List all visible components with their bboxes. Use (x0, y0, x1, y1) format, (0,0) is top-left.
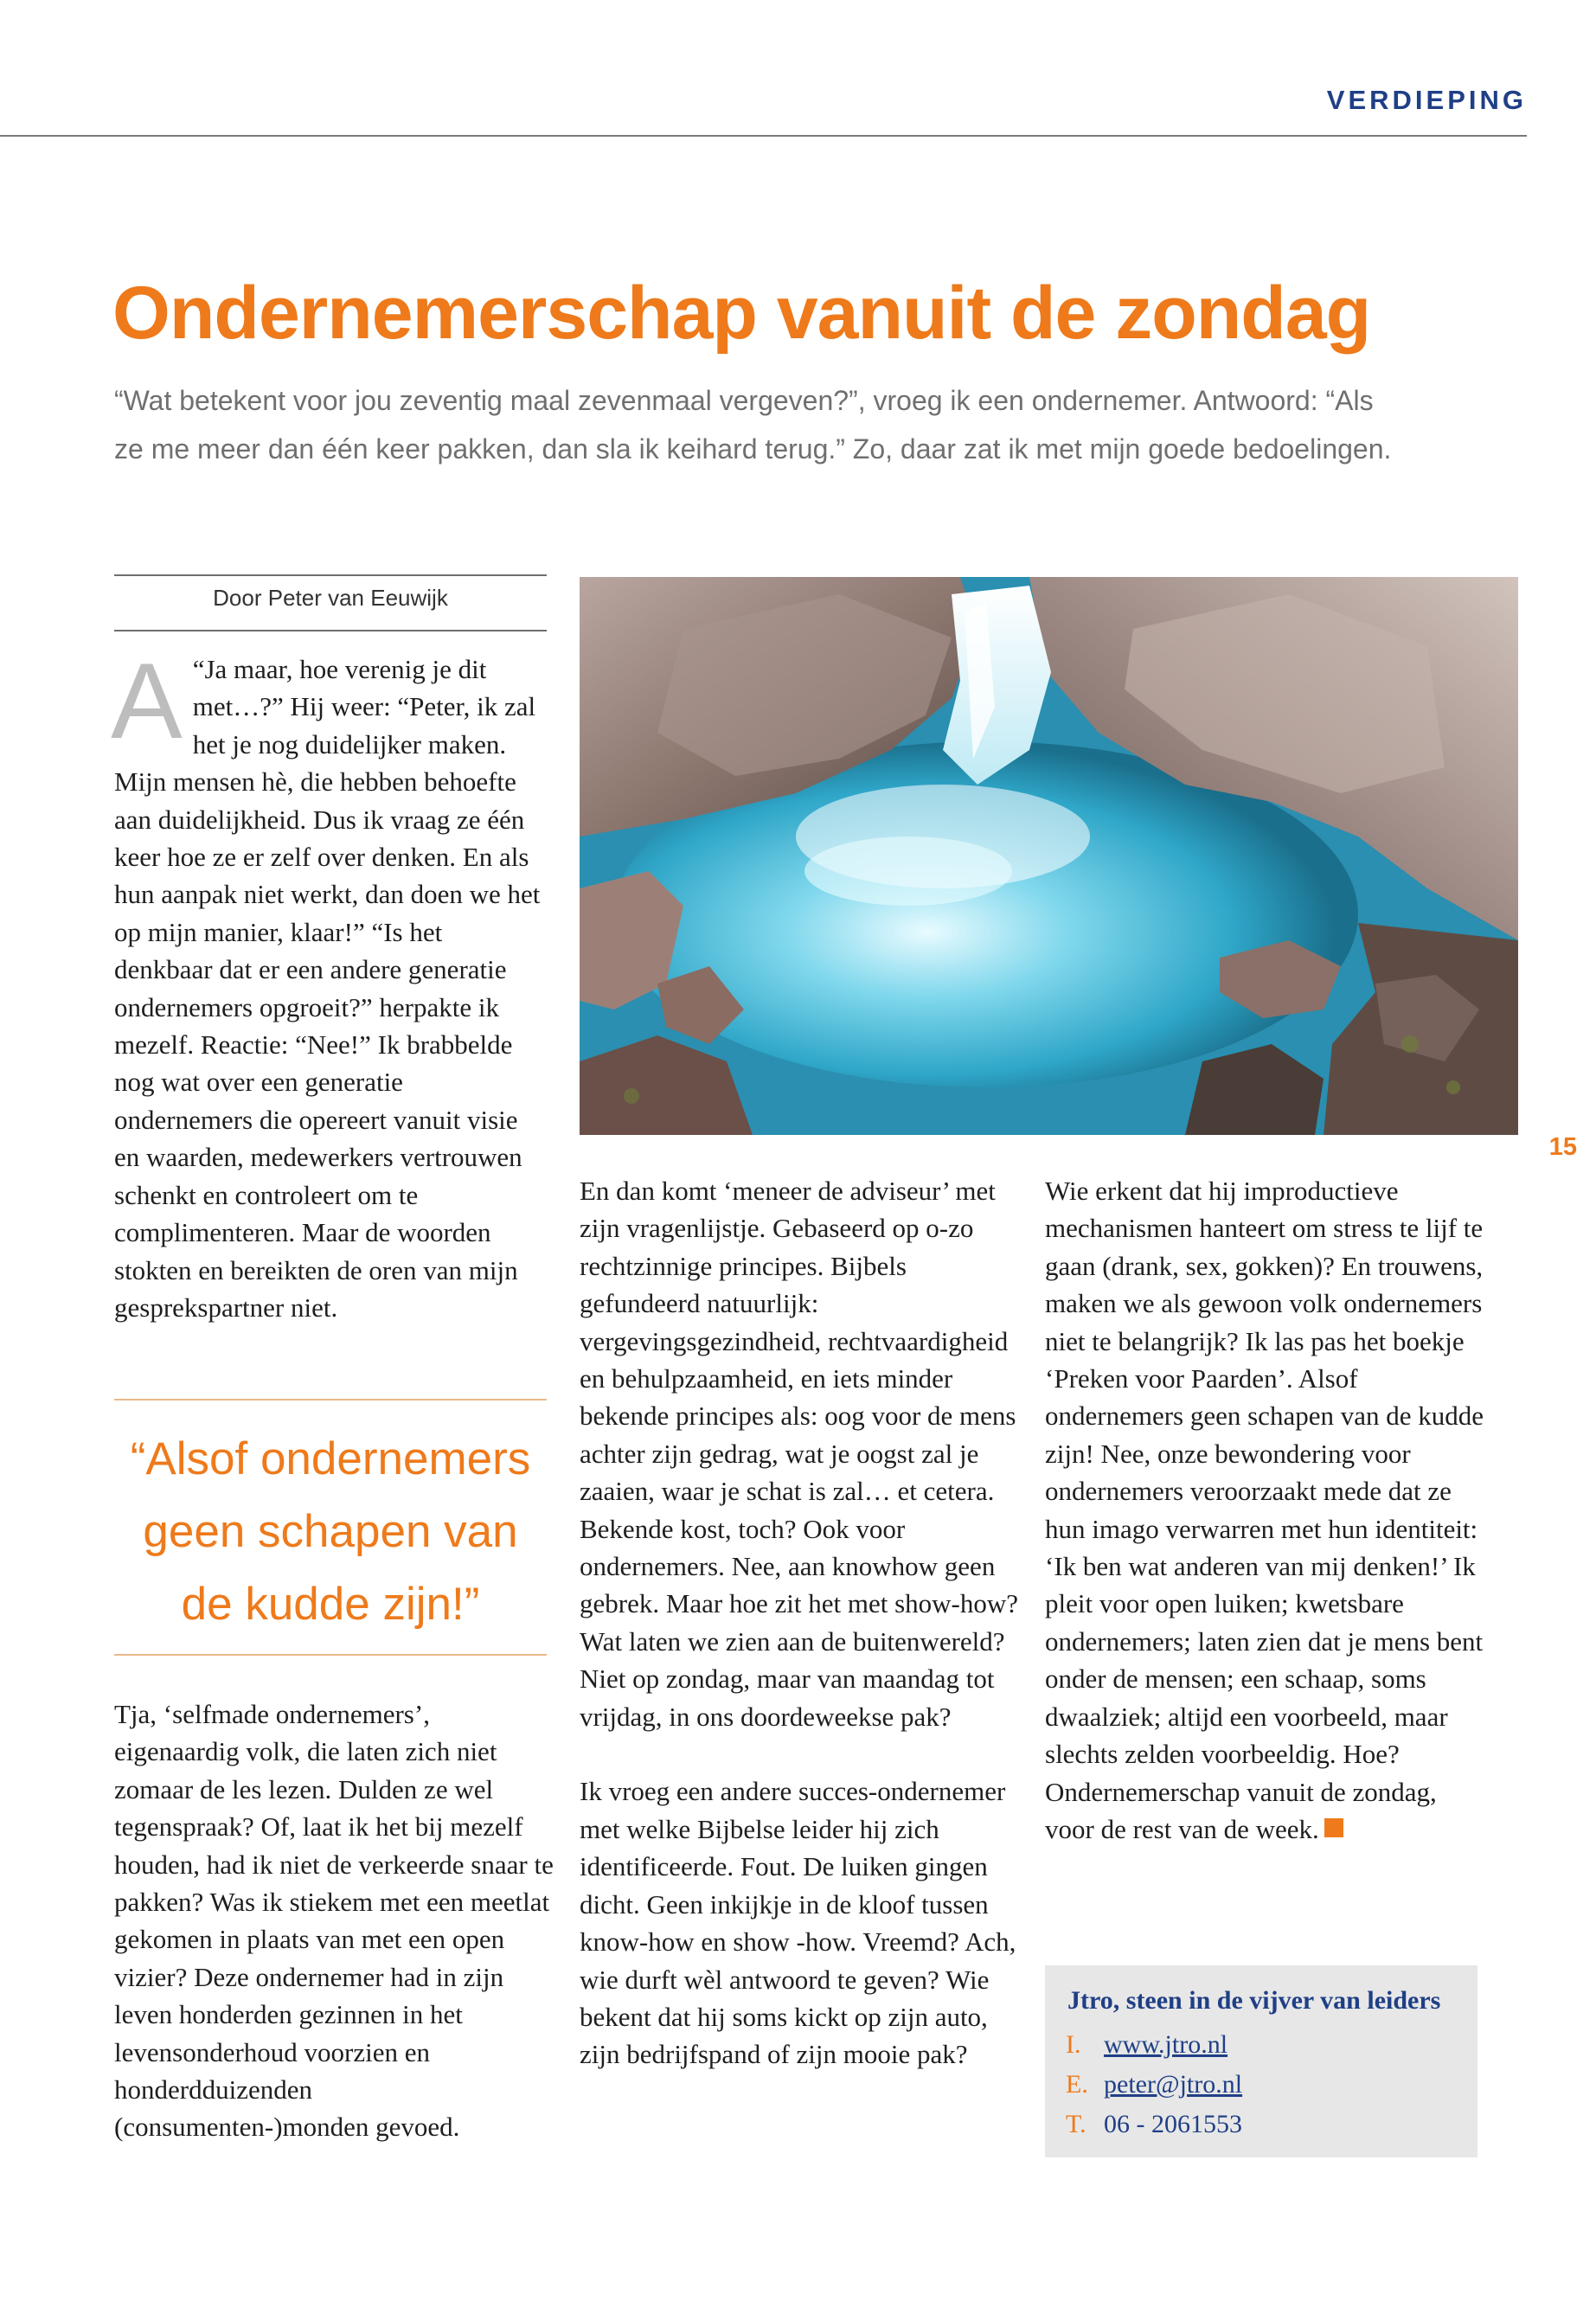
contact-web-label: I. (1066, 2030, 1081, 2059)
section-label: VERDIEPING (1326, 85, 1527, 115)
pullquote-bottom-rule (114, 1654, 547, 1656)
column-1-top (111, 642, 547, 1326)
contact-email-label: E. (1066, 2070, 1088, 2099)
pull-quote: “Alsof ondernemers geen schapen van de kudde zijn!” (130, 1433, 531, 1630)
article-intro: “Wat betekent voor jou zeventig maal zevenmaal vergeven?”, vroeg ik een ondernemer. Antwoord: “Als ze me meer dan één keer pakken, dan sla ik keihard terug.” Zo, daar zat ik met mijn goede bedoelingen. (114, 385, 1392, 465)
column-1-paragraph-1: “Ja maar, hoe verenig je dit met…?” Hij weer: “Peter, ik zal het je nog duidelijker maken. Mijn mensen hè, die hebben behoefte aan duidelijkheid. Dus ik vraag ze één keer hoe ze er zelf over denken. En als hun aanpak niet werkt, dan doen we het op mijn manier, klaar!” “Is het denkbaar dat er een andere generatie ondernemers opgroeit?” herpakte ik mezelf. Reactie: “Nee!” Ik brabbelde nog wat over een generatie ondernemers die opereert vanuit visie en waarden, medewerkers vertrouwen schenkt en controleert om te complimenteren. Maar de woorden stokten en bereikten de oren van mijn gesprekspartner niet. (114, 654, 541, 1323)
contact-phone-row (1066, 2107, 1242, 2142)
pullquote-top-rule (114, 1399, 547, 1400)
page-number: 15 (1548, 1133, 1577, 1161)
column-1-bottom (114, 1695, 555, 2146)
column-3 (1045, 1172, 1490, 1848)
drop-cap: A (111, 642, 183, 761)
column-3-paragraph-1 (1045, 1172, 1490, 1848)
contact-title: Jtro, steen in de vijver van leiders (1067, 1986, 1441, 2015)
header-divider (0, 135, 1527, 137)
contact-web-row (1066, 2028, 1227, 2062)
column-2 (580, 1172, 1025, 2073)
column-2-paragraph-2: Ik vroeg een andere succes-ondernemer met welke Bijbelse leider hij zich identificeerde. Fout. De luiken gingen dicht. Geen inkijkje in de kloof tussen know-how en show -how. Vreemd? Ach, wie durft wèl antwoord te geven? Wie bekent dat hij soms kickt op zijn auto, zijn bedrijfspand of zijn mooie pak? (580, 1776, 1016, 2070)
contact-phone-label: T. (1066, 2110, 1086, 2138)
waterfall-photo (580, 577, 1518, 1135)
end-of-article-mark (1324, 1818, 1343, 1837)
article-title: Ondernemerschap vanuit de zondag (112, 272, 1371, 355)
byline: Door Peter van Eeuwijk (213, 585, 448, 611)
contact-phone: 06 - 2061553 (1104, 2110, 1242, 2138)
byline-top-rule (114, 574, 547, 576)
contact-web-link[interactable]: www.jtro.nl (1104, 2030, 1228, 2059)
column-1-paragraph-2: Tja, ‘selfmade ondernemers’, eigenaardig volk, die laten zich niet zomaar de les lezen. Dulden ze wel tegenspraak? Of, laat ik het bij mezelf houden, had ik niet de verkeerde snaar te pakken? Was ik stiekem met een meetlat gekomen in plaats van met een open vizier? Deze ondernemer had in zijn leven honderden gezinnen in het levensonderhoud voorzien en honderdduizenden (consumenten-)monden gevoed. (114, 1699, 554, 2143)
contact-email-link[interactable]: peter@jtro.nl (1104, 2070, 1243, 2099)
contact-email-row (1066, 2067, 1242, 2102)
contact-box (1045, 1965, 1477, 2157)
byline-bottom-rule (114, 630, 547, 631)
column-3-text: Wie erkent dat hij improductieve mechanismen hanteert om stress te lijf te gaan (drank, sex, gokken)? En trouwens, maken we als gewoon volk ondernemers niet te belangrijk? Ik las pas het boekje ‘Preken voor Paarden’. Alsof ondernemers geen schapen van de kudde zijn! Nee, onze bewondering voor ondernemers veroorzaakt mede dat ze hun imago verwarren met hun identiteit: ‘Ik ben wat anderen van mij denken!’ Ik pleit voor open luiken; kwetsbare ondernemers; laten zien dat je mens bent onder de mensen; een schaap, soms dwaalziek; altijd een voorbeeld, maar slechts zelden voorbeeldig. Hoe? Ondernemerschap vanuit de zondag, voor de rest van de week. (1045, 1176, 1484, 1844)
column-2-paragraph-1: En dan komt ‘meneer de adviseur’ met zijn vragenlijstje. Gebaseerd op o-zo rechtzinnige principes. Bijbels gefundeerd natuurlijk: vergevingsgezindheid, rechtvaardigheid en behulpzaamheid, en iets minder bekende principes als: oog voor de mens achter zijn gedrag, wat je oogst zal je zaaien, waar je schat is zal… et cetera. Bekende kost, toch? Ook voor ondernemers. Nee, aan knowhow geen gebrek. Maar hoe zit het met show-how? Wat laten we zien aan de buitenwereld? Niet op zondag, maar van maandag tot vrijdag, in ons doordeweekse pak? (580, 1176, 1019, 1732)
